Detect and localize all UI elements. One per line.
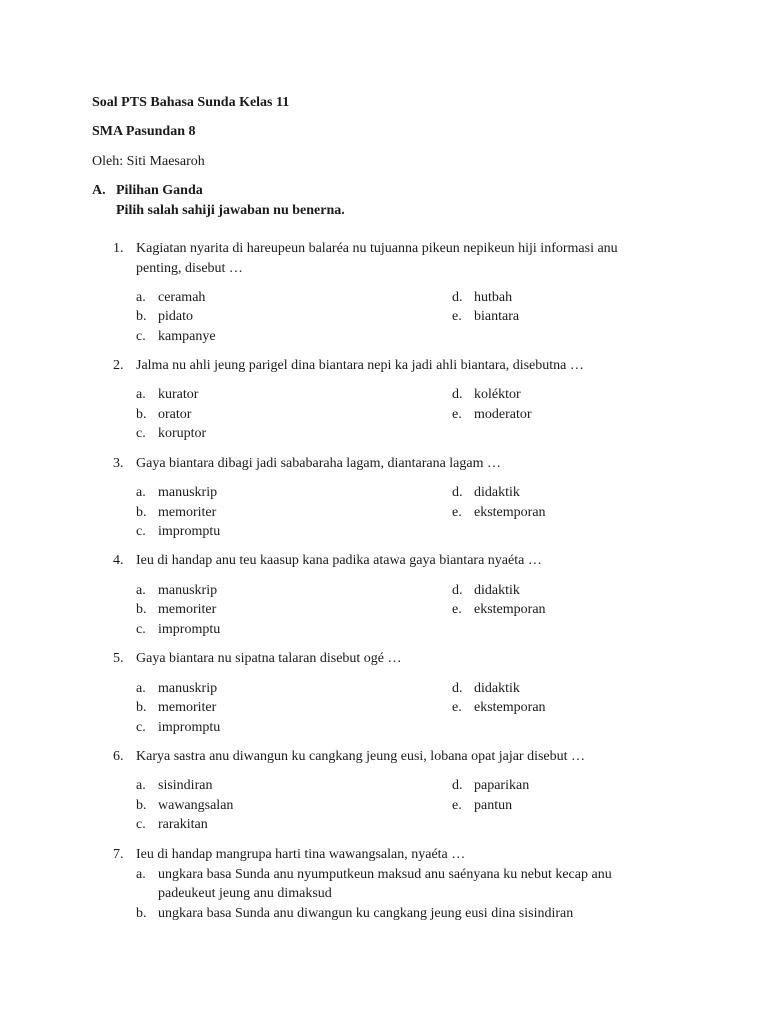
option-text: pantun	[474, 798, 513, 813]
option-text: ekstemporan	[474, 602, 546, 617]
option-letter: e.	[452, 798, 462, 813]
question-text: Gaya biantara nu sipatna talaran disebut ogé …	[136, 651, 402, 666]
question-text: Jalma nu ahli jeung parigel dina biantara nepi ka jadi ahli biantara, disebutna …	[136, 358, 584, 373]
option-letter: d.	[452, 778, 463, 793]
question-number: 4.	[113, 553, 124, 568]
question-text: Gaya biantara dibagi jadi sababaraha lagam, diantarana lagam …	[136, 456, 501, 471]
option-letter: c.	[136, 426, 146, 441]
option-text: memoriter	[158, 700, 217, 715]
question-text: Ieu di handap mangrupa harti tina wawangsalan, nyaéta …	[136, 847, 466, 862]
option-text: koléktor	[474, 387, 521, 402]
option-letter: c.	[136, 720, 146, 735]
option-text: hutbah	[474, 290, 513, 305]
option-letter: c.	[136, 622, 146, 637]
option-text: moderator	[474, 407, 532, 422]
option-text: ekstemporan	[474, 700, 546, 715]
section-title: Pilihan Ganda	[116, 183, 203, 198]
option-text: manuskrip	[158, 583, 218, 598]
option-text: wawangsalan	[158, 798, 234, 813]
option-letter: b.	[136, 602, 147, 617]
option-letter: d.	[452, 485, 463, 500]
option-letter: b.	[136, 798, 147, 813]
option-text: ungkara basa Sunda anu nyumputkeun maksud anu saényana ku nebut kecap anu	[158, 867, 612, 882]
question-text: penting, disebut …	[136, 261, 243, 276]
option-text: koruptor	[158, 426, 207, 441]
option-letter: c.	[136, 329, 146, 344]
option-letter: a.	[136, 290, 146, 305]
option-text: padeukeut jeung anu dimaksud	[158, 886, 332, 901]
option-text: memoriter	[158, 602, 217, 617]
section-marker: A.	[92, 183, 106, 198]
option-letter: e.	[452, 700, 462, 715]
option-letter: d.	[452, 387, 463, 402]
option-text: kampanye	[158, 329, 216, 344]
option-text: impromptu	[158, 720, 221, 735]
question-number: 7.	[113, 847, 124, 862]
option-text: sisindiran	[158, 778, 213, 793]
question-number: 5.	[113, 651, 124, 666]
option-letter: a.	[136, 583, 146, 598]
question-number: 3.	[113, 456, 124, 471]
option-letter: e.	[452, 309, 462, 324]
option-letter: a.	[136, 681, 146, 696]
question-number: 2.	[113, 358, 124, 373]
school-name: SMA Pasundan 8	[92, 124, 196, 139]
option-letter: d.	[452, 290, 463, 305]
question-text: Kagiatan nyarita di hareupeun balaréa nu tujuanna pikeun nepikeun hiji informasi anu	[136, 241, 618, 256]
option-text: ceramah	[158, 290, 206, 305]
question-text: Karya sastra anu diwangun ku cangkang jeung eusi, lobana opat jajar disebut …	[136, 749, 586, 764]
option-letter: b.	[136, 505, 147, 520]
option-letter: b.	[136, 309, 147, 324]
option-letter: d.	[452, 681, 463, 696]
option-text: kurator	[158, 387, 199, 402]
option-letter: e.	[452, 505, 462, 520]
option-text: impromptu	[158, 524, 221, 539]
question-number: 6.	[113, 749, 124, 764]
option-letter: a.	[136, 387, 146, 402]
option-letter: e.	[452, 602, 462, 617]
option-text: didaktik	[474, 485, 520, 500]
option-letter: c.	[136, 524, 146, 539]
option-text: impromptu	[158, 622, 221, 637]
option-letter: a.	[136, 485, 146, 500]
option-letter: b.	[136, 700, 147, 715]
option-text: manuskrip	[158, 485, 218, 500]
option-letter: c.	[136, 817, 146, 832]
option-text: orator	[158, 407, 192, 422]
author-line: Oleh: Siti Maesaroh	[92, 154, 205, 169]
question-number: 1.	[113, 241, 124, 256]
option-text: ungkara basa Sunda anu diwangun ku cangkang jeung eusi dina sisindiran	[158, 906, 574, 921]
option-text: ekstemporan	[474, 505, 546, 520]
option-text: didaktik	[474, 583, 520, 598]
option-letter: a.	[136, 778, 146, 793]
option-text: rarakitan	[158, 817, 208, 832]
option-text: biantara	[474, 309, 520, 324]
option-text: manuskrip	[158, 681, 218, 696]
option-text: memoriter	[158, 505, 217, 520]
option-letter: b.	[136, 407, 147, 422]
option-letter: b.	[136, 906, 147, 921]
option-text: pidato	[158, 309, 193, 324]
option-text: paparikan	[474, 778, 530, 793]
option-letter: a.	[136, 867, 146, 882]
option-letter: d.	[452, 583, 463, 598]
section-instruction: Pilih salah sahiji jawaban nu benerna.	[116, 203, 345, 218]
option-text: didaktik	[474, 681, 520, 696]
option-letter: e.	[452, 407, 462, 422]
document-title: Soal PTS Bahasa Sunda Kelas 11	[92, 95, 290, 110]
question-text: Ieu di handap anu teu kaasup kana padika atawa gaya biantara nyaéta …	[136, 553, 542, 568]
